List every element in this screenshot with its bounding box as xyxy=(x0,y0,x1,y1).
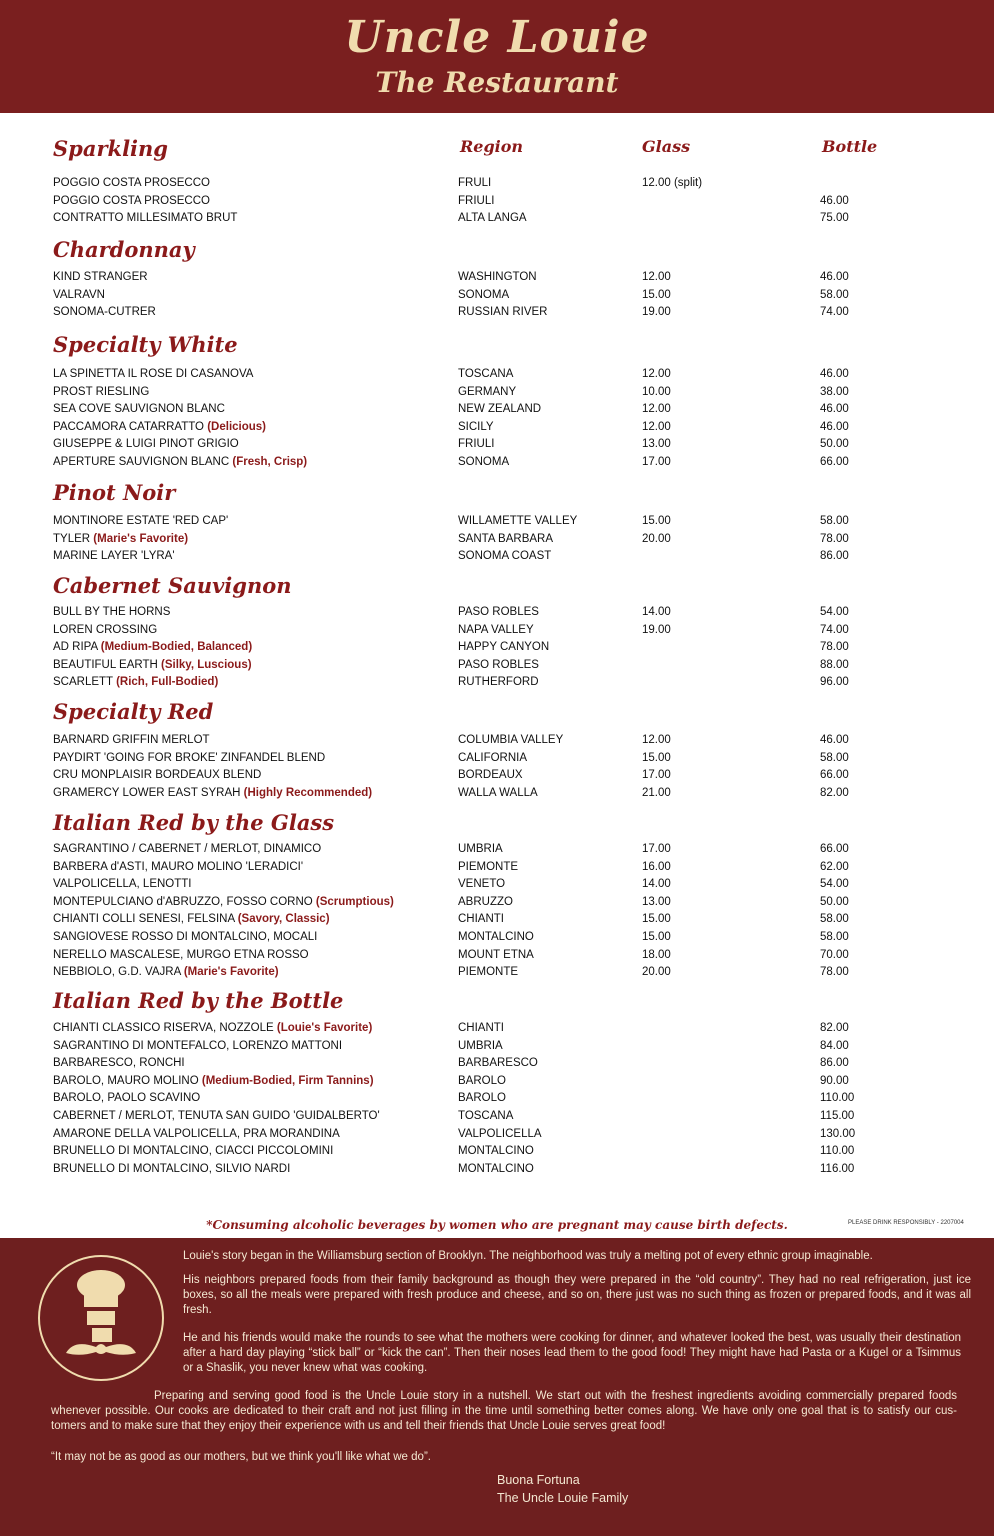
wine-region: BORDEAUX xyxy=(458,769,523,781)
wine-row xyxy=(0,209,994,227)
bottle-price: 74.00 xyxy=(820,624,849,636)
wine-name xyxy=(53,383,149,401)
glass-price: 19.00 xyxy=(642,306,671,318)
wine-row xyxy=(0,910,994,928)
wine-row xyxy=(0,1019,994,1037)
wine-region: SICILY xyxy=(458,421,494,433)
wine-region: ABRUZZO xyxy=(458,896,513,908)
bottle-price: 82.00 xyxy=(820,787,849,799)
wine-region: MONTALCINO xyxy=(458,1145,534,1157)
glass-price: 17.00 xyxy=(642,843,671,855)
wine-region: WASHINGTON xyxy=(458,271,537,283)
wine-name xyxy=(53,268,148,286)
glass-price: 19.00 xyxy=(642,624,671,636)
wine-region: GERMANY xyxy=(458,386,517,398)
wine-name-text: TYLER xyxy=(53,533,91,545)
wine-name xyxy=(53,928,317,946)
wine-name-text: CRU MONPLAISIR BORDEAUX BLEND xyxy=(53,769,262,781)
wine-name-text: GRAMERCY LOWER EAST SYRAH xyxy=(53,787,241,799)
wine-name xyxy=(53,893,394,911)
wine-row xyxy=(0,928,994,946)
wine-region: SONOMA xyxy=(458,456,510,468)
wine-name-text: BEAUTIFUL EARTH xyxy=(53,659,158,671)
wine-region: PIEMONTE xyxy=(458,861,519,873)
wine-row xyxy=(0,1107,994,1125)
wine-name-text: PAYDIRT 'GOING FOR BROKE' ZINFANDEL BLEND xyxy=(53,752,326,764)
bottle-price: 74.00 xyxy=(820,306,849,318)
wine-row xyxy=(0,192,994,210)
wine-row xyxy=(0,784,994,802)
wine-region: FRIULI xyxy=(458,438,495,450)
wine-name xyxy=(53,1142,333,1160)
wine-name xyxy=(53,946,309,964)
wine-name xyxy=(53,621,157,639)
story-footer xyxy=(0,1238,994,1536)
bottle-price: 66.00 xyxy=(820,769,849,781)
wine-name xyxy=(53,209,237,227)
wine-name-text: APERTURE SAUVIGNON BLANC xyxy=(53,456,230,468)
wine-name-text: SAGRANTINO DI MONTEFALCO, LORENZO MATTONI xyxy=(53,1040,343,1052)
wine-region: BAROLO xyxy=(458,1092,506,1104)
glass-price: 12.00 xyxy=(642,403,671,415)
wine-row xyxy=(0,656,994,674)
bottle-price: 46.00 xyxy=(820,195,849,207)
wine-name-text: SONOMA-CUTRER xyxy=(53,306,156,318)
wine-row xyxy=(0,268,994,286)
wine-name-text: AMARONE DELLA VALPOLICELLA, PRA MORANDINA xyxy=(53,1128,340,1140)
wine-row xyxy=(0,1037,994,1055)
wine-region: WALLA WALLA xyxy=(458,787,538,799)
bottle-price: 38.00 xyxy=(820,386,849,398)
wine-row xyxy=(0,858,994,876)
bottle-price: 58.00 xyxy=(820,289,849,301)
wine-region: CALIFORNIA xyxy=(458,752,528,764)
wine-name xyxy=(53,453,307,471)
wine-row xyxy=(0,547,994,565)
story-paragraph-4: Preparing and serving good food is the Uncle Louie story in a nutshell. We start out with the freshest ingredients avoiding commercially prepared foods whenever possible. Our cooks are dedicated to their craft and not just filling in the time until something better comes along. We have only one goal that is to satisfy our cus-tomers and to make sure that they enjoy their experience with us and tell their friends that Uncle Louie serves great food! xyxy=(51,1390,957,1432)
wine-name xyxy=(53,840,321,858)
wine-region: HAPPY CANYON xyxy=(458,641,550,653)
wine-name-text: NERELLO MASCALESE, MURGO ETNA ROSSO xyxy=(53,949,309,961)
wine-row xyxy=(0,875,994,893)
glass-price: 12.00 xyxy=(642,271,671,283)
wine-name-text: MARINE LAYER 'LYRA' xyxy=(53,550,175,562)
wine-name xyxy=(53,1019,372,1037)
bottle-price: 62.00 xyxy=(820,861,849,873)
glass-price: 10.00 xyxy=(642,386,671,398)
wine-name xyxy=(53,1125,340,1143)
bottle-price: 78.00 xyxy=(820,533,849,545)
wine-tasting-note: (Marie's Favorite) xyxy=(93,533,189,545)
wine-row xyxy=(0,435,994,453)
wine-region: MOUNT ETNA xyxy=(458,949,534,961)
wine-tasting-note: (Louie's Favorite) xyxy=(276,1022,373,1034)
signature-line-2: The Uncle Louie Family xyxy=(497,1491,629,1505)
glass-price: 17.00 xyxy=(642,769,671,781)
story-paragraph-1: Louie's story began in the Williamsburg section of Brooklyn. The neighborhood was truly a melting pot of every ethnic group imaginable. xyxy=(183,1250,873,1262)
wine-name-text: AD RIPA xyxy=(53,641,98,653)
wine-row xyxy=(0,400,994,418)
wine-name-text: SAGRANTINO / CABERNET / MERLOT, DINAMICO xyxy=(53,843,322,855)
wine-row xyxy=(0,383,994,401)
wine-row xyxy=(0,303,994,321)
bottle-price: 58.00 xyxy=(820,515,849,527)
wine-region: BARBARESCO xyxy=(458,1057,538,1069)
wine-region: MONTALCINO xyxy=(458,931,534,943)
column-header-bottle: Bottle xyxy=(822,137,878,156)
wine-region: RUTHERFORD xyxy=(458,676,539,688)
section-title: Sparkling xyxy=(53,136,168,161)
wine-row xyxy=(0,621,994,639)
wine-name-text: SEA COVE SAUVIGNON BLANC xyxy=(53,403,225,415)
bottle-price: 96.00 xyxy=(820,676,849,688)
wine-name-text: CHIANTI COLLI SENESI, FELSINA xyxy=(53,913,235,925)
glass-price: 20.00 xyxy=(642,966,671,978)
wine-row xyxy=(0,893,994,911)
glass-price: 15.00 xyxy=(642,289,671,301)
wine-tasting-note: (Highly Recommended) xyxy=(243,787,373,799)
wine-row xyxy=(0,638,994,656)
wine-name xyxy=(53,174,210,192)
wine-name xyxy=(53,303,156,321)
bottle-price: 130.00 xyxy=(820,1128,856,1140)
glass-price: 17.00 xyxy=(642,456,671,468)
wine-region: WILLAMETTE VALLEY xyxy=(458,515,578,527)
bottle-price: 46.00 xyxy=(820,368,849,380)
wine-name-text: BAROLO, PAOLO SCAVINO xyxy=(53,1092,201,1104)
bottle-price: 58.00 xyxy=(820,913,849,925)
wine-tasting-note: (Rich, Full-Bodied) xyxy=(116,676,219,688)
wine-region: NAPA VALLEY xyxy=(458,624,534,636)
wine-row xyxy=(0,174,994,192)
wine-name-text: BULL BY THE HORNS xyxy=(53,606,171,618)
wine-name xyxy=(53,656,252,674)
story-quote: “It may not be as good as our mothers, but we think you'll like what we do”. xyxy=(51,1451,431,1463)
wine-name xyxy=(53,638,252,656)
wine-row xyxy=(0,512,994,530)
wine-name-text: BARBERA d'ASTI, MAURO MOLINO 'LERADICI' xyxy=(53,861,304,873)
wine-name-text: PROST RIESLING xyxy=(53,386,150,398)
section-title: Chardonnay xyxy=(53,237,195,262)
signature-line-1: Buona Fortuna xyxy=(497,1473,580,1487)
glass-price: 18.00 xyxy=(642,949,671,961)
wine-name-text: SCARLETT xyxy=(53,676,113,688)
wine-name xyxy=(53,749,325,767)
wine-name xyxy=(53,365,253,383)
wine-region: PASO ROBLES xyxy=(458,606,539,618)
bottle-price: 46.00 xyxy=(820,403,849,415)
bottle-price: 115.00 xyxy=(820,1110,855,1122)
wine-row xyxy=(0,530,994,548)
wine-name xyxy=(53,547,175,565)
column-header-glass: Glass xyxy=(642,137,691,156)
wine-name-text: PACCAMORA CATARRATTO xyxy=(53,421,205,433)
wine-row xyxy=(0,1160,994,1178)
glass-price: 14.00 xyxy=(642,878,671,890)
wine-name xyxy=(53,1072,374,1090)
glass-price: 20.00 xyxy=(642,533,671,545)
wine-name-text: BARNARD GRIFFIN MERLOT xyxy=(53,734,210,746)
drink-responsibly-note: PLEASE DRINK RESPONSIBLY - 2207004 xyxy=(848,1220,964,1226)
wine-region: BAROLO xyxy=(458,1075,506,1087)
wine-region: PASO ROBLES xyxy=(458,659,539,671)
bottle-price: 70.00 xyxy=(820,949,849,961)
bottle-price: 82.00 xyxy=(820,1022,849,1034)
wine-name xyxy=(53,673,218,691)
wine-tasting-note: (Medium-Bodied, Balanced) xyxy=(100,641,253,653)
bottle-price: 46.00 xyxy=(820,734,849,746)
wine-region: MONTALCINO xyxy=(458,1163,534,1175)
wine-name xyxy=(53,418,266,436)
wine-row xyxy=(0,286,994,304)
wine-region: UMBRIA xyxy=(458,843,503,855)
wine-name-text: BRUNELLO DI MONTALCINO, SILVIO NARDI xyxy=(53,1163,291,1175)
story-paragraph-2: His neighbors prepared foods from their family background as though they were prepared in the “old country”. They had no real refrigeration, just ice boxes, so all the meals were prepared with fresh produce and cheese, and so on, there just was no such thing as frozen or prepared foods, and it was all fresh. xyxy=(183,1274,971,1316)
bottle-price: 84.00 xyxy=(820,1040,849,1052)
wine-row xyxy=(0,946,994,964)
glass-price: 16.00 xyxy=(642,861,671,873)
wine-region: PIEMONTE xyxy=(458,966,519,978)
bottle-price: 90.00 xyxy=(820,1075,849,1087)
restaurant-subtitle: The Restaurant xyxy=(375,66,619,99)
wine-name xyxy=(53,963,279,981)
section-title: Cabernet Sauvignon xyxy=(53,573,292,598)
wine-region: SONOMA COAST xyxy=(458,550,552,562)
glass-price: 15.00 xyxy=(642,913,671,925)
wine-row xyxy=(0,766,994,784)
bottle-price: 66.00 xyxy=(820,456,849,468)
wine-name xyxy=(53,1054,185,1072)
wine-name xyxy=(53,766,261,784)
wine-name-text: POGGIO COSTA PROSECCO xyxy=(53,195,210,207)
wine-row xyxy=(0,1072,994,1090)
wine-name xyxy=(53,1089,200,1107)
wine-name-text: BARBARESCO, RONCHI xyxy=(53,1057,185,1069)
wine-row xyxy=(0,749,994,767)
wine-name-text: VALRAVN xyxy=(53,289,105,301)
bottle-price: 46.00 xyxy=(820,271,849,283)
wine-tasting-note: (Delicious) xyxy=(207,421,267,433)
wine-tasting-note: (Medium-Bodied, Firm Tannins) xyxy=(201,1075,374,1087)
wine-name xyxy=(53,875,191,893)
wine-name-text: BRUNELLO DI MONTALCINO, CIACCI PICCOLOMINI xyxy=(53,1145,334,1157)
glass-price: 13.00 xyxy=(642,896,671,908)
wine-region: SANTA BARBARA xyxy=(458,533,554,545)
glass-price: 12.00 xyxy=(642,421,671,433)
bottle-price: 78.00 xyxy=(820,966,849,978)
wine-row xyxy=(0,731,994,749)
wine-tasting-note: (Savory, Classic) xyxy=(237,913,330,925)
glass-price: 12.00 xyxy=(642,734,671,746)
wine-tasting-note: (Fresh, Crisp) xyxy=(232,456,308,468)
wine-region: COLUMBIA VALLEY xyxy=(458,734,564,746)
wine-row xyxy=(0,453,994,471)
section-title: Specialty White xyxy=(53,332,238,357)
wine-tasting-note: (Silky, Luscious) xyxy=(161,659,252,671)
wine-region: FRIULI xyxy=(458,195,495,207)
wine-row xyxy=(0,603,994,621)
bottle-price: 54.00 xyxy=(820,878,849,890)
wine-region: FRULI xyxy=(458,177,492,189)
wine-name-text: POGGIO COSTA PROSECCO xyxy=(53,177,210,189)
wine-region: NEW ZEALAND xyxy=(458,403,542,415)
section-title: Specialty Red xyxy=(53,699,214,724)
wine-region: ALTA LANGA xyxy=(458,212,527,224)
bottle-price: 116.00 xyxy=(820,1163,855,1175)
bottle-price: 110.00 xyxy=(820,1092,855,1104)
wine-name xyxy=(53,192,210,210)
story-paragraph-3: He and his friends would make the rounds to see what the mothers were cooking for dinner, and whatever looked the best, was usually their destination after a hard day playing “stick ball” or “kick the can”. Then their noses lead them to the good food! They might have had Pasta or a Kugel or a Tsimmus or a Shaslik, you never knew what was cooking. xyxy=(183,1332,961,1374)
bottle-price: 86.00 xyxy=(820,1057,849,1069)
wine-name-text: MONTINORE ESTATE 'RED CAP' xyxy=(53,515,229,527)
wine-name xyxy=(53,1160,290,1178)
wine-row xyxy=(0,963,994,981)
wine-row xyxy=(0,1142,994,1160)
wine-row xyxy=(0,418,994,436)
wine-name-text: CHIANTI CLASSICO RISERVA, NOZZOLE xyxy=(53,1022,274,1034)
column-header-region: Region xyxy=(460,137,524,156)
section-title: Pinot Noir xyxy=(53,480,176,505)
wine-region: VALPOLICELLA xyxy=(458,1128,542,1140)
glass-price: 15.00 xyxy=(642,515,671,527)
bottle-price: 50.00 xyxy=(820,896,849,908)
wine-name xyxy=(53,603,170,621)
wine-name xyxy=(53,858,303,876)
wine-name xyxy=(53,435,239,453)
bottle-price: 110.00 xyxy=(820,1145,855,1157)
wine-name xyxy=(53,1037,342,1055)
wine-name-text: CONTRATTO MILLESIMATO BRUT xyxy=(53,212,238,224)
wine-name-text: SANGIOVESE ROSSO DI MONTALCINO, MOCALI xyxy=(53,931,318,943)
wine-region: TOSCANA xyxy=(458,368,514,380)
bottle-price: 75.00 xyxy=(820,212,849,224)
chef-mustache-icon xyxy=(36,1253,166,1383)
wine-row xyxy=(0,840,994,858)
wine-name-text: BAROLO, MAURO MOLINO xyxy=(53,1075,199,1087)
wine-region: RUSSIAN RIVER xyxy=(458,306,548,318)
wine-region: CHIANTI xyxy=(458,1022,504,1034)
wine-row xyxy=(0,1125,994,1143)
wine-region: SONOMA xyxy=(458,289,510,301)
wine-tasting-note: (Marie's Favorite) xyxy=(183,966,279,978)
wine-region: CHIANTI xyxy=(458,913,504,925)
wine-region: UMBRIA xyxy=(458,1040,503,1052)
bottle-price: 86.00 xyxy=(820,550,849,562)
glass-price: 15.00 xyxy=(642,752,671,764)
section-title: Italian Red by the Bottle xyxy=(53,988,344,1013)
wine-name-text: VALPOLICELLA, LENOTTI xyxy=(53,878,192,890)
wine-name-text: KIND STRANGER xyxy=(53,271,148,283)
wine-row xyxy=(0,365,994,383)
wine-region: TOSCANA xyxy=(458,1110,514,1122)
bottle-price: 66.00 xyxy=(820,843,849,855)
wine-name xyxy=(53,1107,380,1125)
wine-row xyxy=(0,673,994,691)
wine-region: VENETO xyxy=(458,878,506,890)
restaurant-name: Uncle Louie xyxy=(344,12,650,63)
wine-name-text: GIUSEPPE & LUIGI PINOT GRIGIO xyxy=(53,438,239,450)
glass-price: 13.00 xyxy=(642,438,671,450)
wine-tasting-note: (Scrumptious) xyxy=(315,896,394,908)
section-title: Italian Red by the Glass xyxy=(53,810,335,835)
wine-name-text: NEBBIOLO, G.D. VAJRA xyxy=(53,966,181,978)
bottle-price: 46.00 xyxy=(820,421,849,433)
wine-row xyxy=(0,1054,994,1072)
glass-price: 15.00 xyxy=(642,931,671,943)
pregnancy-warning: *Consuming alcoholic beverages by women who are pregnant may cause birth defects. xyxy=(206,1218,788,1232)
wine-name-text: MONTEPULCIANO d'ABRUZZO, FOSSO CORNO xyxy=(53,896,313,908)
bottle-price: 78.00 xyxy=(820,641,849,653)
wine-name-text: LA SPINETTA IL ROSE DI CASANOVA xyxy=(53,368,254,380)
header-banner xyxy=(0,0,994,113)
wine-name xyxy=(53,512,228,530)
glass-price: 12.00 xyxy=(642,368,671,380)
bottle-price: 54.00 xyxy=(820,606,849,618)
glass-price: 21.00 xyxy=(642,787,671,799)
glass-price: 12.00 (split) xyxy=(642,177,703,189)
wine-name xyxy=(53,731,210,749)
wine-name-text: CABERNET / MERLOT, TENUTA SAN GUIDO 'GUIDALBERTO' xyxy=(53,1110,380,1122)
wine-name-text: LOREN CROSSING xyxy=(53,624,158,636)
wine-name xyxy=(53,530,188,548)
wine-name xyxy=(53,400,225,418)
wine-row xyxy=(0,1089,994,1107)
glass-price: 14.00 xyxy=(642,606,671,618)
wine-name xyxy=(53,286,105,304)
wine-name xyxy=(53,910,330,928)
bottle-price: 58.00 xyxy=(820,752,849,764)
wine-name xyxy=(53,784,372,802)
bottle-price: 58.00 xyxy=(820,931,849,943)
bottle-price: 50.00 xyxy=(820,438,849,450)
bottle-price: 88.00 xyxy=(820,659,849,671)
